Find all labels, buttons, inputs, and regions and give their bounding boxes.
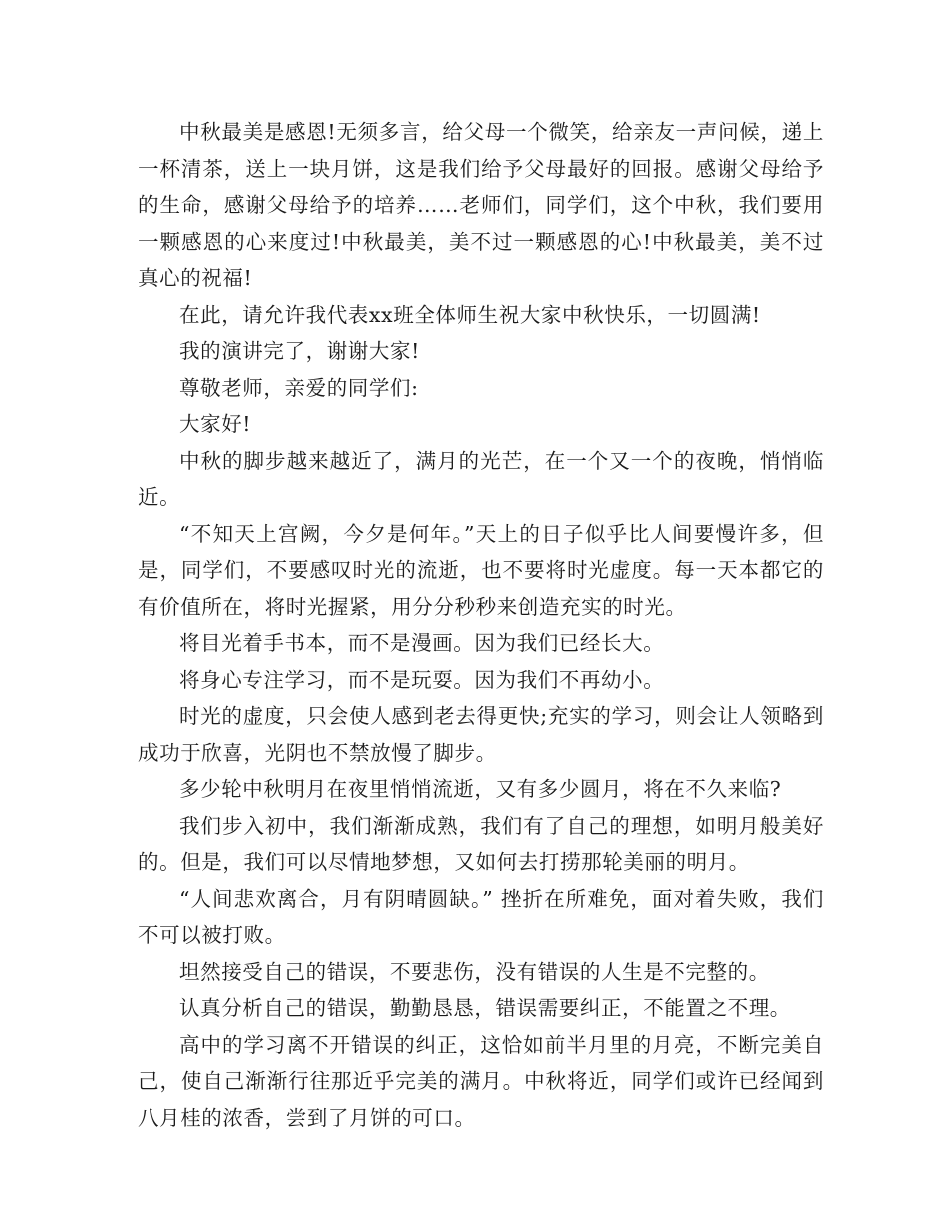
paragraph-study: 将身心专注学习，而不是玩耍。因为我们不再幼小。 — [179, 667, 665, 692]
paragraph-joys-sorrows: “人间悲欢离合，月有阴晴圆缺。” 挫折在所难免，面对着失败，我们不可以被打败。 — [138, 886, 824, 947]
paragraph-books: 将目光着手书本，而不是漫画。因为我们已经长大。 — [179, 631, 665, 655]
paragraph-junior-high: 我们步入初中，我们渐渐成熟，我们有了自己的理想，如明月般美好的。但是，我们可以尽情地梦想，又如何去打捞那轮美丽的明月。 — [138, 813, 824, 874]
document-body — [138, 114, 824, 1136]
paragraph-mid-autumn-approach: 中秋的脚步越来越近了，满月的光芒，在一个又一个的夜晚，悄悄临近。 — [138, 448, 824, 509]
paragraph-high-school: 高中的学习离不开错误的纠正，这恰如前半月里的月亮，不断完美自己，使自己渐渐行往那近乎完美的满月。中秋将近，同学们或许已经闻到八月桂的浓香，尝到了月饼的可口。 — [138, 1032, 824, 1130]
paragraph-greeting: 大家好! — [179, 412, 252, 436]
paragraph-class-wishes: 在此，请允许我代表xx班全体师生祝大家中秋快乐，一切圆满! — [179, 302, 761, 327]
paragraph-salutation: 尊敬老师，亲爱的同学们: — [179, 375, 419, 400]
paragraph-speech-end: 我的演讲完了，谢谢大家! — [179, 339, 420, 363]
paragraph-accept-mistakes: 坦然接受自己的错误，不要悲伤，没有错误的人生是不完整的。 — [179, 959, 770, 984]
paragraph-moons: 多少轮中秋明月在夜里悄悄流逝，又有多少圆月，将在不久来临? — [179, 777, 782, 801]
paragraph-time-quote: “不知天上宫阙，今夕是何年。”天上的日子似乎比人间要慢许多，但是，同学们，不要感叹时光的流逝，也不要将时光虚度。每一天本都它的有价值所在，将时光握紧，用分分秒秒来创造充实的时光。 — [138, 521, 824, 619]
paragraph-gratitude: 中秋最美是感恩!无须多言，给父母一个微笑，给亲友一声问候，递上一杯清茶，送上一块月饼，这是我们给予父母最好的回报。感谢父母给予的生命，感谢父母给予的培养……老师们，同学们，这个中秋，我们要用一颗感恩的心来度过!中秋最美，美不过一颗感恩的心!中秋最美，美不过真心的祝福! — [138, 120, 824, 290]
paragraph-time-wasted: 时光的虚度，只会使人感到老去得更快;充实的学习，则会让人领略到成功于欣喜，光阴也不禁放慢了脚步。 — [138, 704, 824, 765]
paragraph-analyze-mistakes: 认真分析自己的错误，勤勤恳恳，错误需要纠正，不能置之不理。 — [179, 996, 791, 1020]
